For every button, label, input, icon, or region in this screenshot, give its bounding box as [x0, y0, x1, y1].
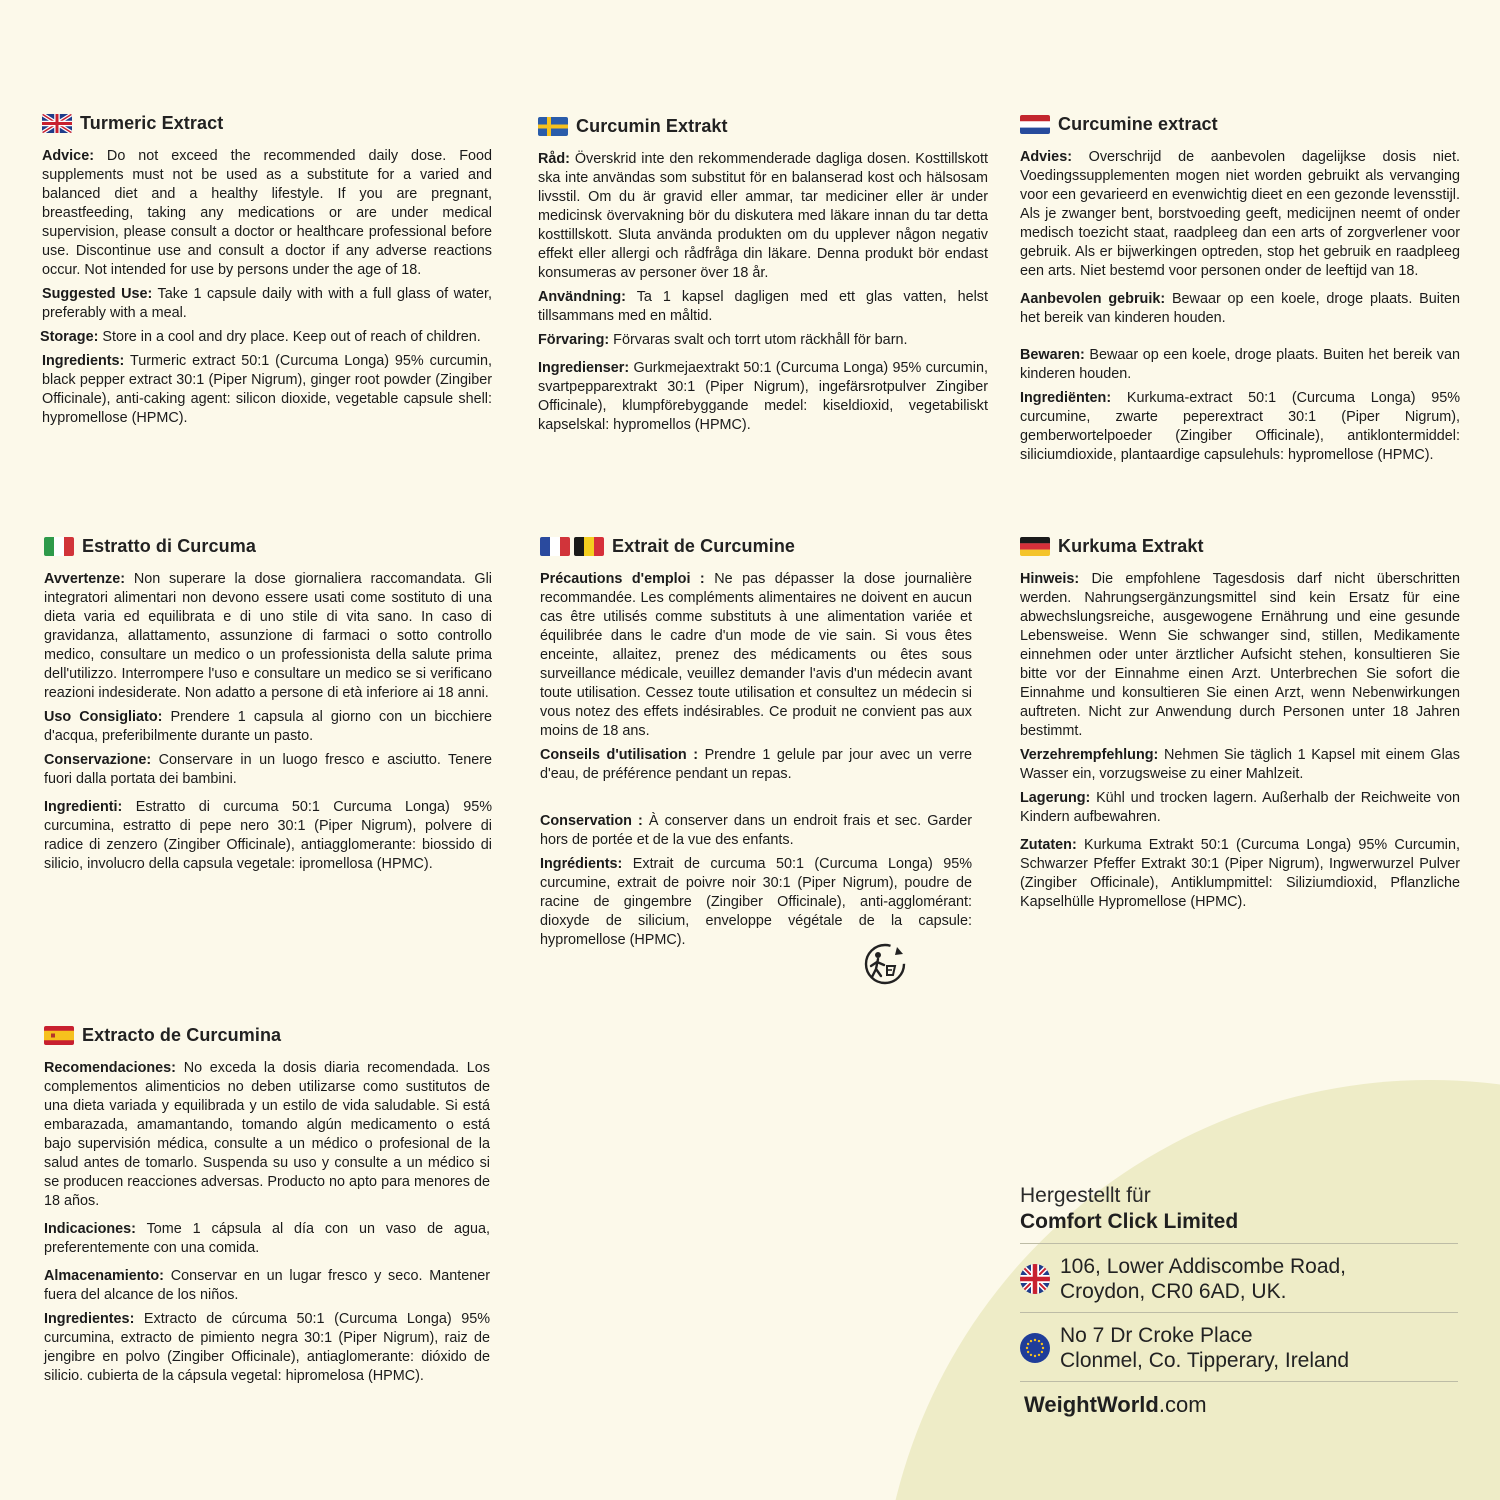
- triman-recycling-icon: [862, 942, 908, 986]
- section-italian: [44, 535, 492, 879]
- section-title: Extrait de Curcumine: [612, 535, 796, 556]
- storage-paragraph: Förvaring: Förvaras svalt och torrt utom räckhåll för barn.: [538, 332, 908, 348]
- section-heading: [44, 535, 492, 557]
- suggested-use-paragraph: Uso Consigliato: Prendere 1 capsula al giorno con un bicchiere d'acqua, preferibilmente durante un pasto.: [44, 709, 492, 744]
- section-heading: [42, 112, 492, 134]
- section-heading: [1020, 535, 1460, 557]
- section-title: Turmeric Extract: [80, 112, 224, 133]
- section-english: [42, 112, 492, 433]
- section-title: Curcumin Extrakt: [576, 115, 728, 136]
- advice-paragraph: Recomendaciones: No exceda la dosis diaria recomendada. Los complementos alimenticios no deben utilizarse como sustitutos de una dieta variada y equilibrada y un estilo de vida saludable. Si está embarazada, amamantando, tomando algún medicamento o está bajo supervisión médica, consulte a un médico o profesional de la salud antes de tomarlo. Suspenda su uso y consulte a un médico si se producen reacciones adversas. Producto no apto para menores de 18 años.: [44, 1060, 490, 1209]
- advice-paragraph: Avvertenze: Non superare la dose giornaliera raccomandata. Gli integratori alimentari non devono essere usati come sostituto di una dieta varia ed equilibrata e di uno stile di vita sano. In caso di gravidanza, allattamento, assunzione di farmaci o sotto controllo medico, consultare un medico o un professionista della salute prima dell'utilizzo. Interrompere l'uso e consultare un medico se si verificano reazioni indesiderate. Non adatto a persone di età inferiore ai 18 anni.: [44, 571, 492, 701]
- advice-paragraph: Précautions d'emploi : Ne pas dépasser la dose journalière recommandée. Les compléments alimentaires ne doivent en aucun cas être utilisés comme substituts à une alimentation variée et équilibrée dans le cadre d'un mode de vie sain. Si vous êtes enceinte, allaitez, prenez des médicaments ou êtes sous surveillance médicale, veuillez demander l'avis d'un médecin avant toute utilisation. Cessez toute utilisation et consultez un médecin si vous notez des effets indésirables. Ce produit ne convient pas aux moins de 18 ans.: [540, 571, 972, 739]
- section-french: [540, 535, 972, 955]
- section-heading: [538, 115, 988, 137]
- storage-paragraph: Almacenamiento: Conservar en un lugar fresco y seco. Mantener fuera del alcance de los niños.: [44, 1268, 490, 1303]
- uk-address-line-1: 106, Lower Addiscombe Road,: [1060, 1255, 1347, 1278]
- suggested-use-paragraph: Verzehrempfehlung: Nehmen Sie täglich 1 Kapsel mit einem Glas Wasser ein, vorzugsweise zu einer Mahlzeit.: [1020, 747, 1460, 782]
- advice-paragraph: Advice: Do not exceed the recommended daily dose. Food supplements must not be used as a substitute for a varied and balanced diet and a healthy lifestyle. If you are pregnant, breastfeeding, taking any medications or are under medical supervision, please consult a doctor or healthcare professional before use. Discontinue use and consult a doctor if any adverse reactions occur. Not intended for use by persons under the age of 18.: [42, 148, 492, 278]
- ingredients-paragraph: Ingredienti: Estratto di curcuma 50:1 Curcuma Longa) 95% curcumina, estratto di pepe nero 30:1 (Piper Nigrum), polvere di radice di zenzero (Zingiber Officinale), antiagglomerante: biossido di silicio, involucro della capsula vegetale: ipromellosa (HPMC).: [44, 799, 492, 872]
- storage-paragraph: Conservazione: Conservare in un luogo fresco e asciutto. Tenere fuori dalla portata dei bambini.: [44, 752, 492, 787]
- uk-address: [1020, 1254, 1458, 1304]
- spain-flag-icon: [44, 1026, 74, 1045]
- suggested-use-paragraph: Suggested Use: Take 1 capsule daily with with a full glass of water, preferably with a meal.: [42, 286, 492, 321]
- ingredients-paragraph: Ingrédients: Extrait de curcuma 50:1 (Curcuma Longa) 95% curcumine, extrait de poivre noir 30:1 (Piper Nigrum), poudre de racine de gingembre (Zingiber Officinale), anti-agglomérant: dioxyde de silicium, enveloppe végétale de la capsule: hypromellose (HPMC).: [540, 856, 972, 948]
- sweden-flag-icon: [538, 117, 568, 136]
- section-title: Kurkuma Extrakt: [1058, 535, 1204, 556]
- company-name: Comfort Click Limited: [1020, 1210, 1239, 1233]
- ingredients-paragraph: Ingredientes: Extracto de cúrcuma 50:1 (Curcuma Longa) 95% curcumina, extracto de pimiento negra 30:1 (Piper Nigrum), raiz de jengibre en polvo (Zingiber Officinale), antiaglomerante: dióxido de silicio. cubierta de la cápsula vegetal: hipromelosa (HPMC).: [44, 1311, 490, 1384]
- ingredients-paragraph: Ingredients: Turmeric extract 50:1 (Curcuma Longa) 95% curcumin, black pepper extract 30:1 (Piper Nigrum), ginger root powder (Zingiber Officinale), anti-caking agent: silicon dioxide, vegetable capsule shell: hypromellose (HPMC).: [42, 353, 492, 426]
- germany-flag-icon: [1020, 537, 1050, 556]
- storage-paragraph: Lagerung: Kühl und trocken lagern. Außerhalb der Reichweite von Kindern aufbewahren.: [1020, 790, 1460, 825]
- section-title: Extracto de Curcumina: [82, 1024, 282, 1045]
- ingredients-paragraph: Zutaten: Kurkuma Extrakt 50:1 (Curcuma Longa) 95% Curcumin, Schwarzer Pfeffer Extrakt 30:1 (Piper Nigrum), Ingwerwurzel Pulver (Zingiber Officinale), Antiklumpmittel: Siliziumdioxid, Pflanzliche Kapselhülle Hypromellose (HPMC).: [1020, 837, 1460, 910]
- section-spanish: [44, 1024, 490, 1391]
- france-flag-icon: [540, 537, 570, 556]
- section-swedish: [538, 115, 988, 440]
- section-title: Curcumine extract: [1058, 113, 1218, 134]
- uk-flag-icon: [1020, 1264, 1050, 1294]
- uk-address-line-2: Croydon, CR0 6AD, UK.: [1060, 1280, 1287, 1303]
- section-title: Estratto di Curcuma: [82, 535, 256, 556]
- manufacturer-info: [1020, 1183, 1458, 1418]
- italy-flag-icon: [44, 537, 74, 556]
- netherlands-flag-icon: [1020, 115, 1050, 134]
- divider: [1020, 1312, 1458, 1313]
- eu-flag-icon: [1020, 1333, 1050, 1363]
- section-dutch: [1020, 113, 1460, 470]
- suggested-use-paragraph: Conseils d'utilisation : Prendre 1 gelule par jour avec un verre d'eau, de préférence pendant un repas.: [540, 747, 972, 782]
- storage-paragraph: Conservation : À conserver dans un endroit frais et sec. Garder hors de portée et de la vue des enfants.: [540, 813, 972, 848]
- eu-address: [1020, 1323, 1458, 1373]
- website-link[interactable]: WeightWorld.com: [1024, 1392, 1207, 1417]
- section-german: [1020, 535, 1460, 917]
- suggested-use-paragraph: Aanbevolen gebruik: Bewaar op een koele, droge plaats. Buiten het bereik van kinderen houden.: [1020, 291, 1460, 326]
- section-heading: [1020, 113, 1460, 135]
- eu-address-line-1: No 7 Dr Croke Place: [1060, 1324, 1253, 1347]
- advice-paragraph: Hinweis: Die empfohlene Tagesdosis darf nicht überschritten werden. Nahrungsergänzungsmittel sind kein Ersatz für eine abwechslungsreiche, ausgewogene Ernährung und eine gesunde Lebensweise. Wenn Sie schwanger sind, stillen, Medikamente einnehmen oder unter ärztlicher Aufsicht stehen, konsultieren Sie bitte vor der Einnahme einen Arzt. Unterbrechen Sie sofort die Einnahme und konsultieren Sie einen Arzt, wenn Nebenwirkungen auftreten. Nicht zur Anwendung durch Personen unter 18 Jahren bestimmt.: [1020, 571, 1460, 739]
- uk-flag-icon: [42, 114, 72, 133]
- ingredients-paragraph: Ingrediënten: Kurkuma-extract 50:1 (Curcuma Longa) 95% curcumine, zwarte peperextract 30:1 (Piper Nigrum), gemberwortelpoeder (Zingiber Officinale), antiklontermiddel: siliciumdioxide, plantaardige capsulehuls: hypromellose (HPMC).: [1020, 390, 1460, 463]
- suggested-use-paragraph: Indicaciones: Tome 1 cápsula al día con un vaso de agua, preferentemente con una comida.: [44, 1221, 490, 1256]
- advice-paragraph: Advies: Overschrijd de aanbevolen dagelijkse dosis niet. Voedingssupplementen mogen niet worden gebruikt als vervanging voor een gevarieerd en evenwichtig dieet en een gezonde levensstijl. Als je zwanger bent, borstvoeding geeft, medicijnen neemt of onder medisch toezicht staat, raadpleeg dan een arts of zorgverlener voor gebruik. Als er bijwerkingen optreden, stop het gebruik en raadpleeg een arts. Niet bestemd voor personen onder de leeftijd van 18.: [1020, 149, 1461, 279]
- belgium-flag-icon: [574, 537, 604, 556]
- eu-address-line-2: Clonmel, Co. Tipperary, Ireland: [1060, 1349, 1350, 1372]
- divider: [1020, 1381, 1458, 1382]
- storage-paragraph: Storage: Store in a cool and dry place. Keep out of reach of children.: [40, 329, 481, 345]
- suggested-use-paragraph: Användning: Ta 1 kapsel dagligen med ett glas vatten, helst tillsammans med en måltid.: [538, 289, 988, 324]
- ingredients-paragraph: Ingredienser: Gurkmejaextrakt 50:1 (Curcuma Longa) 95% curcumin, svartpepparextrakt 30:1 (Piper Nigrum), ingefärsrotpulver Zingiber Officinale), klumpförebyggande medel: kiseldioxid, vegetabiliskt kapselskal: hypromellos (HPMC).: [538, 360, 988, 433]
- made-for-label: Hergestellt für: [1020, 1184, 1151, 1207]
- storage-paragraph: Bewaren: Bewaar op een koele, droge plaats. Buiten het bereik van kinderen houden.: [1020, 347, 1460, 382]
- divider: [1020, 1243, 1458, 1244]
- section-heading: [540, 535, 972, 557]
- advice-paragraph: Råd: Överskrid inte den rekommenderade dagliga dosen. Kosttillskott ska inte användas som substitut för en balanserad kost och hälsosam livsstil. Om du är gravid eller ammar, tar mediciner eller är under medicinsk övervakning bör du diskutera med läkare innan du tar detta kosttillskott. Sluta använda produkten om du upplever någon negativ effekt eller allergi och rådfråga din läkare. Denna produkt bör endast konsumeras av personer över 18 år.: [538, 151, 988, 281]
- section-heading: [44, 1024, 490, 1046]
